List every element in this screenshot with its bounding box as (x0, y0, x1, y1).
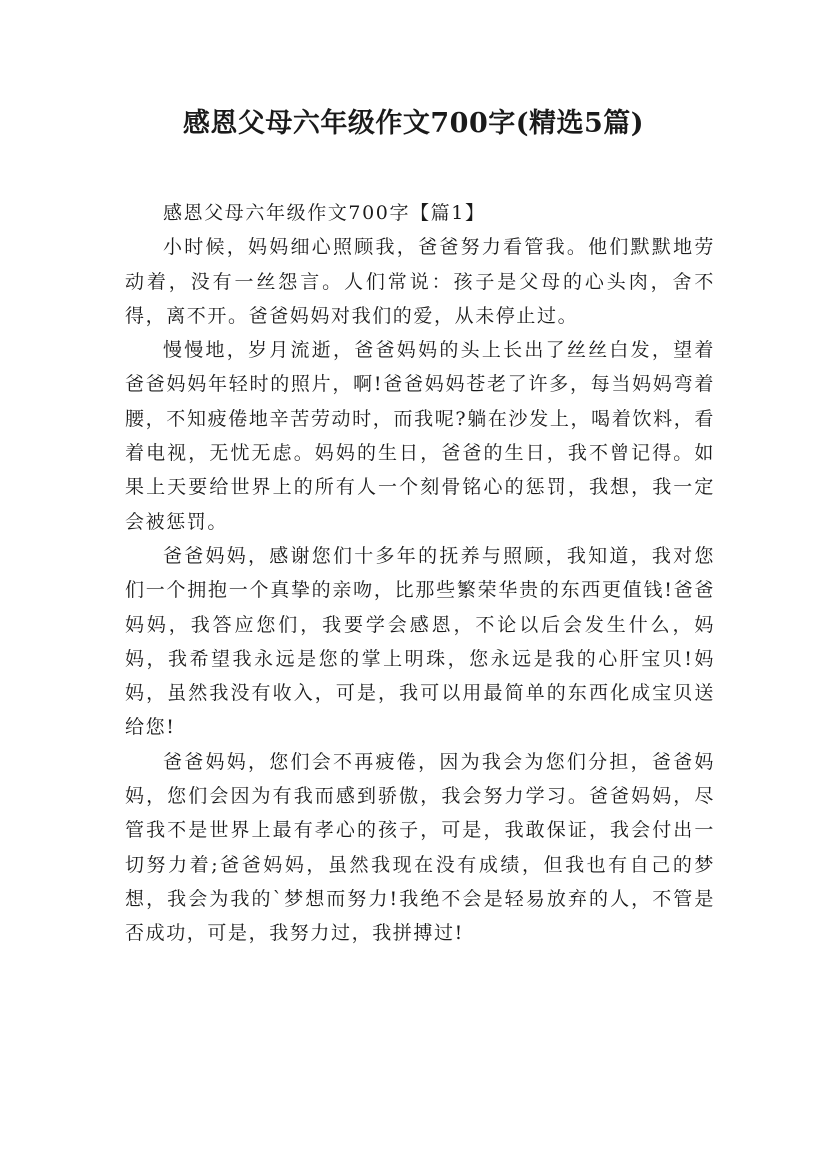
paragraph: 慢慢地，岁月流逝，爸爸妈妈的头上长出了丝丝白发，望着爸爸妈妈年轻时的照片，啊!爸爸妈妈苍老了许多，每当妈妈弯着腰，不知疲倦地辛苦劳动时，而我呢?躺在沙发上，喝着饮料，看着电视，无忧无虑。妈妈的生日，爸爸的生日，我不曾记得。如果上天要给世界上的所有人一个刻骨铭心的惩罚，我想，我一定会被惩罚。 (125, 339, 715, 533)
document-body (125, 196, 715, 951)
paragraph: 爸爸妈妈，感谢您们十多年的抚养与照顾，我知道，我对您们一个拥抱一个真挚的亲吻，比那些繁荣华贵的东西更值钱!爸爸妈妈，我答应您们，我要学会感恩，不论以后会发生什么，妈妈，我希望我永远是您的掌上明珠，您永远是我的心肝宝贝!妈妈，虽然我没有收入，可是，我可以用最简单的东西化成宝贝送给您! (125, 544, 715, 739)
paragraph: 爸爸妈妈，您们会不再疲倦，因为我会为您们分担，爸爸妈妈，您们会因为有我而感到骄傲，我会努力学习。爸爸妈妈，尽管我不是世界上最有孝心的孩子，可是，我敢保证，我会付出一切努力着;爸爸妈妈，虽然我现在没有成绩，但我也有自己的梦想，我会为我的`梦想而努力!我绝不会是轻易放弃的人，不管是否成功，可是，我努力过，我拼搏过! (125, 750, 715, 945)
document-title: 感恩父母六年级作文700字(精选5篇) (182, 108, 645, 139)
section-heading: 感恩父母六年级作文700字【篇1】 (163, 202, 486, 224)
paragraph: 小时候，妈妈细心照顾我，爸爸努力看管我。他们默默地劳动着，没有一丝怨言。人们常说：孩子是父母的心头肉，舍不得，离不开。爸爸妈妈对我们的爱，从未停止过。 (125, 236, 715, 327)
